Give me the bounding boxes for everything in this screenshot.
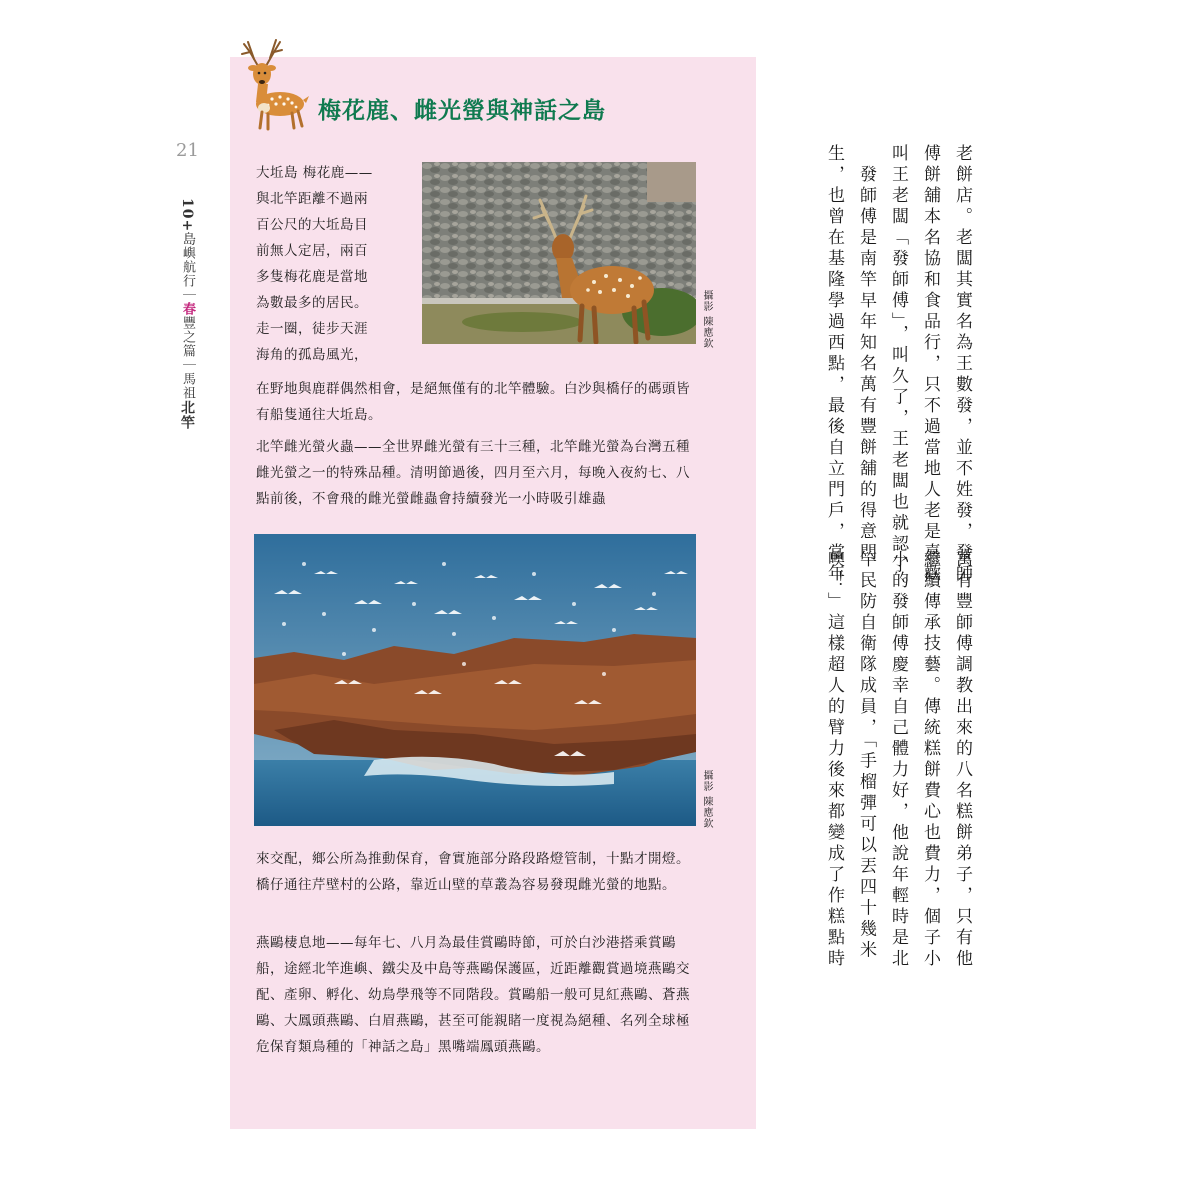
tern-photo	[254, 534, 696, 826]
text-line: 與北竿距離不過兩	[256, 191, 368, 207]
season-accent: 春	[180, 302, 195, 317]
photo-credit: 攝影 陳應欽	[701, 770, 712, 830]
vertical-text-column: 竿民防自衛隊成員，「手榴彈可以丟四十幾米	[856, 550, 876, 962]
vertical-text-column: 繼續傳承技藝。傳統糕餅費心也費力，個子小	[920, 550, 940, 970]
text-line: 前無人定居，兩百	[256, 243, 368, 259]
sidebar-title: 梅花鹿、雌光螢與神話之島	[318, 98, 606, 124]
text-line: 為數最多的居民。	[256, 295, 368, 311]
photo-credit: 攝影 陳應欽	[701, 290, 712, 350]
text-line: 走一圈，徒步天涯	[256, 321, 368, 337]
para-firefly: 北竿雌光螢火蟲——全世界雌光螢有三十三種，北竿雌光螢為台灣五種雌光螢之一的特殊品種。清明節過後，四月至六月，每晚入夜約七、八點前後，不會飛的雌光螢雌蟲會持續發光一小時吸引雄蟲	[256, 439, 690, 507]
vertical-text-column: 叫王老闆「發師傅」，叫久了，王老闆也就認了。	[888, 144, 908, 598]
para-tern: 燕鷗棲息地——每年七、八月為最佳賞鷗時節，可於白沙港搭乘賞鷗船，途經北竿進嶼、鐵尖及中島等燕鷗保護區，近距離觀賞過境燕鷗交配、產卵、孵化、幼鳥學飛等不同階段。賞鷗船一般可見紅燕鷗、蒼燕鷗、大鳳頭燕鷗、白眉燕鷗，甚至可能親睹一度視為絕種、名列全球極危保育類鳥種的「神話之島」黑嘴端鳳頭燕鷗。	[256, 935, 690, 1055]
text-line: 海角的孤島風光，	[256, 347, 368, 363]
running-head	[170, 198, 196, 430]
vertical-text-column: 發師傅是南竿早年知名萬有豐餅舖的得意門	[856, 144, 876, 564]
vertical-text-column: 老餅店。老闆其實名為王數發，並不姓發，發師	[952, 144, 972, 585]
vertical-text-column: 萬有豐師傅調教出來的八名糕餅弟子，只有他	[952, 550, 972, 970]
tern-photo-image	[254, 534, 696, 826]
head-separator: ｜	[180, 358, 195, 373]
area-name: 馬祖	[180, 372, 195, 401]
series-number: 10	[179, 198, 195, 220]
vertical-text-column: 小的發師傅慶幸自己體力好，他說年輕時是北	[888, 550, 908, 970]
vertical-text-column: 噢！」這樣超人的臂力後來都變成了作糕點時	[824, 550, 844, 970]
text-line: 大坵島 梅花鹿——	[256, 165, 373, 181]
text-line: 多隻梅花鹿是當地	[256, 269, 368, 285]
para-deer-tail: 在野地與鹿群偶然相會，是絕無僅有的北竿體驗。白沙與橋仔的碼頭皆有船隻通往大坵島。	[256, 381, 690, 423]
section-name: 豐之篇	[180, 316, 195, 359]
place-name: 北竿	[179, 400, 195, 431]
series-plus: +	[179, 219, 195, 233]
text-line: 百公尺的大坵島目	[256, 217, 368, 233]
head-separator: ｜	[180, 288, 195, 303]
deer-illustration-icon	[236, 36, 312, 132]
series-name: 島嶼航行	[180, 232, 195, 289]
page-number: 21	[176, 140, 199, 161]
para-firefly-tail: 來交配，鄉公所為推動保育，會實施部分路段路燈管制，十點才開燈。橋仔通往芹壁村的公路，靠近山壁的草叢為容易發現雌光螢的地點。	[256, 851, 690, 893]
deer-photo	[422, 162, 696, 344]
deer-photo-image	[422, 162, 696, 344]
vertical-text-column: 傅餅舖本名協和食品行，只不過當地人老是喜歡	[920, 144, 940, 585]
para-deer-intro	[256, 160, 426, 368]
vertical-text-column: 生，也曾在基隆學過西點，最後自立門戶，當年	[824, 144, 844, 585]
